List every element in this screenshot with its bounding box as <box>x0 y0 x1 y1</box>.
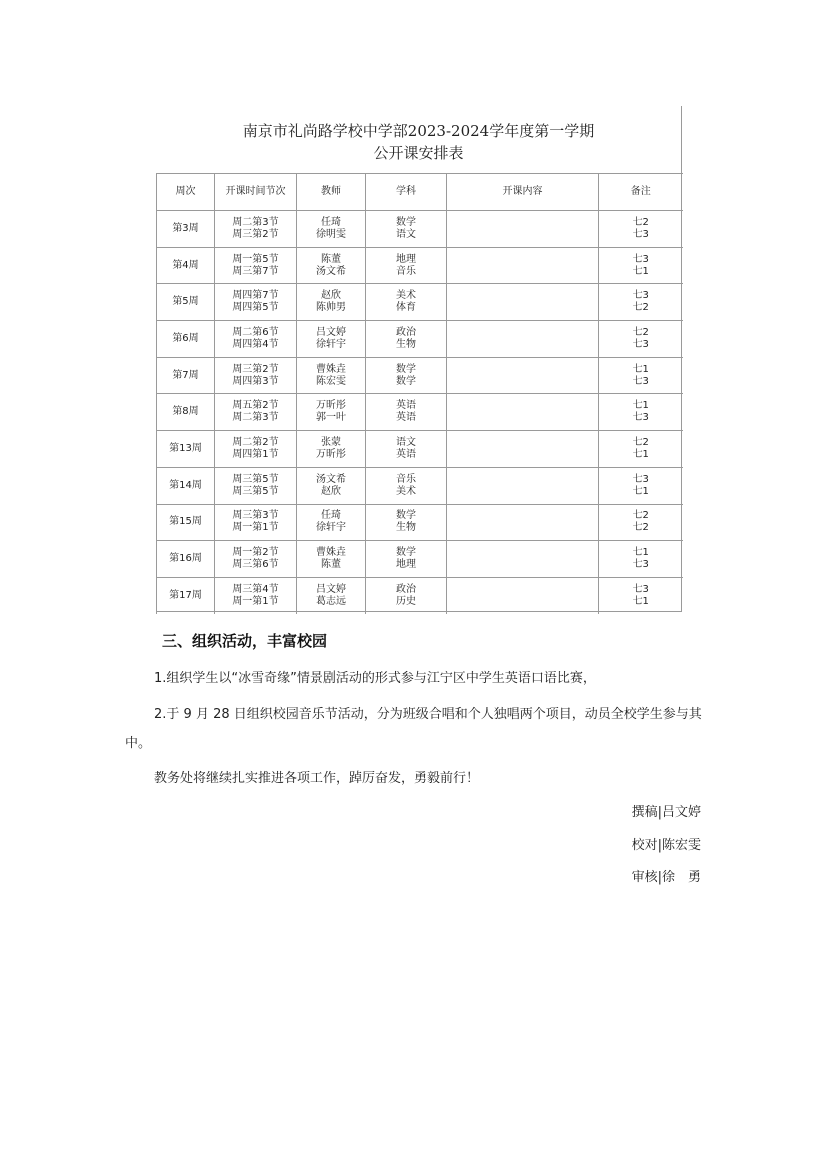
table-row <box>157 211 683 248</box>
time-cell-line: 周一第1节 <box>232 595 279 607</box>
note-cell <box>599 504 683 541</box>
table-row <box>157 504 683 541</box>
teacher-cell <box>297 431 366 468</box>
note-cell-line: 七2 <box>632 326 649 338</box>
teacher-cell-line: 郭一叶 <box>316 412 346 424</box>
header-note: 备注 <box>599 174 683 211</box>
time-cell-line: 周一第2节 <box>232 547 279 559</box>
week-cell: 第8周 <box>157 394 215 431</box>
subject-cell <box>366 357 447 394</box>
schedule-title <box>156 106 681 173</box>
teacher-cell <box>297 394 366 431</box>
table-row <box>157 431 683 468</box>
subject-cell-line: 生物 <box>396 338 416 350</box>
subject-cell <box>366 504 447 541</box>
time-cell <box>215 211 297 248</box>
time-cell <box>215 431 297 468</box>
note-cell-line: 七3 <box>632 583 649 595</box>
time-cell-line: 周三第7节 <box>232 265 279 277</box>
note-cell-line: 七3 <box>632 338 649 350</box>
note-cell-line: 七3 <box>632 228 649 240</box>
subject-cell-line: 数学 <box>396 547 416 559</box>
note-cell <box>599 357 683 394</box>
note-cell <box>599 211 683 248</box>
table-row <box>157 321 683 358</box>
content-cell <box>447 321 599 358</box>
note-cell-line: 七2 <box>632 302 649 314</box>
subject-cell-line: 音乐 <box>396 473 416 485</box>
teacher-cell-line: 徐轩宇 <box>316 338 346 350</box>
week-cell: 第14周 <box>157 467 215 504</box>
teacher-cell <box>297 467 366 504</box>
subject-cell <box>366 431 447 468</box>
header-week: 周次 <box>157 174 215 211</box>
section-title: 三、组织活动，丰富校园 <box>162 632 328 650</box>
teacher-cell-line: 任琦 <box>321 510 341 522</box>
teacher-cell-line: 陈宏雯 <box>316 375 346 387</box>
teacher-cell <box>297 577 366 614</box>
week-cell: 第16周 <box>157 541 215 578</box>
note-cell <box>599 541 683 578</box>
teacher-cell <box>297 504 366 541</box>
subject-cell-line: 数学 <box>396 216 416 228</box>
note-cell <box>599 247 683 284</box>
time-cell-line: 周三第6节 <box>232 559 279 571</box>
time-cell-line: 周四第4节 <box>232 338 279 350</box>
subject-cell-line: 地理 <box>396 559 416 571</box>
subject-cell <box>366 284 447 321</box>
subject-cell <box>366 211 447 248</box>
week-cell: 第17周 <box>157 577 215 614</box>
note-cell-line: 七2 <box>632 522 649 534</box>
note-cell-line: 七3 <box>632 559 649 571</box>
week-cell: 第6周 <box>157 321 215 358</box>
time-cell <box>215 541 297 578</box>
header-subject: 学科 <box>366 174 447 211</box>
time-cell <box>215 504 297 541</box>
subject-cell <box>366 467 447 504</box>
content-cell <box>447 431 599 468</box>
subject-cell-line: 英语 <box>396 448 416 460</box>
content-cell <box>447 284 599 321</box>
week-cell: 第7周 <box>157 357 215 394</box>
time-cell-line: 周四第3节 <box>232 375 279 387</box>
time-cell <box>215 247 297 284</box>
subject-cell-line: 政治 <box>396 583 416 595</box>
note-cell-line: 七1 <box>632 265 649 277</box>
item-1-paragraph <box>125 664 705 693</box>
table-row <box>157 247 683 284</box>
note-cell-line: 七1 <box>632 363 649 375</box>
content-cell <box>447 357 599 394</box>
teacher-cell-line: 吕文婷 <box>316 583 346 595</box>
note-cell-line: 七3 <box>632 253 649 265</box>
time-cell-line: 周二第6节 <box>232 326 279 338</box>
subject-cell-line: 数学 <box>396 363 416 375</box>
table-row <box>157 357 683 394</box>
subject-cell <box>366 247 447 284</box>
teacher-cell-line: 葛志远 <box>316 595 346 607</box>
note-cell-line: 七1 <box>632 485 649 497</box>
content-cell <box>447 577 599 614</box>
teacher-cell-line: 陈帅男 <box>316 302 346 314</box>
note-cell-line: 七1 <box>632 547 649 559</box>
time-cell-line: 周四第5节 <box>232 302 279 314</box>
week-cell: 第13周 <box>157 431 215 468</box>
subject-cell-line: 美术 <box>396 485 416 497</box>
teacher-cell <box>297 541 366 578</box>
subject-cell-line: 音乐 <box>396 265 416 277</box>
time-cell-line: 周三第3节 <box>232 510 279 522</box>
time-cell-line: 周三第5节 <box>232 473 279 485</box>
note-cell-line: 七2 <box>632 510 649 522</box>
subject-cell <box>366 577 447 614</box>
teacher-cell-line: 万昕彤 <box>316 400 346 412</box>
time-cell-line: 周二第2节 <box>232 436 279 448</box>
table-row <box>157 577 683 614</box>
time-cell <box>215 394 297 431</box>
teacher-cell <box>297 284 366 321</box>
note-cell <box>599 431 683 468</box>
time-cell <box>215 577 297 614</box>
note-cell-line: 七3 <box>632 375 649 387</box>
content-cell <box>447 541 599 578</box>
subject-cell-line: 历史 <box>396 595 416 607</box>
teacher-cell <box>297 211 366 248</box>
content-cell <box>447 247 599 284</box>
signature-writer: 撰稿|吕文婷 <box>631 805 701 820</box>
item-2-text: 2.于 9 月 28 日组织校园音乐节活动，分为班级合唱和个人独唱两个项目，动员全校学生参与其中。 <box>125 707 702 751</box>
teacher-cell <box>297 321 366 358</box>
teacher-cell-line: 赵欣 <box>321 485 341 497</box>
time-cell-line: 周三第2节 <box>232 363 279 375</box>
time-cell <box>215 357 297 394</box>
teacher-cell-line: 陈董 <box>321 253 341 265</box>
time-cell <box>215 321 297 358</box>
time-cell-line: 周三第4节 <box>232 583 279 595</box>
table-row <box>157 541 683 578</box>
subject-cell-line: 语文 <box>396 436 416 448</box>
teacher-cell-line: 曹姝垚 <box>316 547 346 559</box>
time-cell <box>215 284 297 321</box>
table-row <box>157 284 683 321</box>
teacher-cell-line: 徐轩宇 <box>316 522 346 534</box>
note-cell <box>599 467 683 504</box>
content-cell <box>447 394 599 431</box>
subject-cell <box>366 321 447 358</box>
closing-text: 教务处将继续扎实推进各项工作，踔厉奋发，勇毅前行！ <box>154 771 480 786</box>
note-cell <box>599 321 683 358</box>
content-cell <box>447 504 599 541</box>
note-cell <box>599 394 683 431</box>
teacher-cell-line: 徐明雯 <box>316 228 346 240</box>
subject-cell <box>366 394 447 431</box>
header-teacher: 教师 <box>297 174 366 211</box>
teacher-cell-line: 张蒙 <box>321 436 341 448</box>
teacher-cell-line: 任琦 <box>321 216 341 228</box>
signature-reviewer: 审核|徐 勇 <box>631 870 701 885</box>
week-cell: 第5周 <box>157 284 215 321</box>
note-cell-line: 七2 <box>632 436 649 448</box>
note-cell <box>599 577 683 614</box>
time-cell <box>215 467 297 504</box>
time-cell-line: 周三第2节 <box>232 228 279 240</box>
teacher-cell <box>297 247 366 284</box>
subject-cell <box>366 541 447 578</box>
note-cell-line: 七3 <box>632 290 649 302</box>
time-cell-line: 周五第2节 <box>232 400 279 412</box>
note-cell-line: 七1 <box>632 400 649 412</box>
schedule-table-image <box>156 106 682 612</box>
note-cell-line: 七3 <box>632 473 649 485</box>
note-cell-line: 七1 <box>632 595 649 607</box>
subject-cell-line: 生物 <box>396 522 416 534</box>
week-cell: 第4周 <box>157 247 215 284</box>
schedule-title-line2: 公开课安排表 <box>373 144 464 162</box>
teacher-cell <box>297 357 366 394</box>
item-2-paragraph <box>125 700 705 758</box>
subject-cell-line: 美术 <box>396 290 416 302</box>
time-cell-line: 周二第3节 <box>232 216 279 228</box>
time-cell-line: 周四第7节 <box>232 290 279 302</box>
content-cell <box>447 211 599 248</box>
time-cell-line: 周三第5节 <box>232 485 279 497</box>
schedule-body <box>157 211 683 615</box>
subject-cell-line: 数学 <box>396 510 416 522</box>
week-cell: 第3周 <box>157 211 215 248</box>
note-cell-line: 七3 <box>632 412 649 424</box>
teacher-cell-line: 赵欣 <box>321 290 341 302</box>
subject-cell-line: 地理 <box>396 253 416 265</box>
time-cell-line: 周二第3节 <box>232 412 279 424</box>
time-cell-line: 周四第1节 <box>232 448 279 460</box>
teacher-cell-line: 陈董 <box>321 559 341 571</box>
week-cell: 第15周 <box>157 504 215 541</box>
teacher-cell-line: 万昕彤 <box>316 448 346 460</box>
schedule-title-line1: 南京市礼尚路学校中学部2023-2024学年度第一学期 <box>242 122 595 140</box>
time-cell-line: 周一第1节 <box>232 522 279 534</box>
teacher-cell-line: 汤文希 <box>316 265 346 277</box>
teacher-cell-line: 曹姝垚 <box>316 363 346 375</box>
subject-cell-line: 语文 <box>396 228 416 240</box>
header-content: 开课内容 <box>447 174 599 211</box>
subject-cell-line: 数学 <box>396 375 416 387</box>
table-row <box>157 467 683 504</box>
note-cell-line: 七2 <box>632 216 649 228</box>
header-time: 开课时间节次 <box>215 174 297 211</box>
item-1-text: 1.组织学生以“冰雪奇缘”情景剧活动的形式参与江宁区中学生英语口语比赛， <box>154 671 596 686</box>
teacher-cell-line: 汤文希 <box>316 473 346 485</box>
closing-paragraph <box>125 764 705 793</box>
schedule-grid <box>156 173 683 614</box>
teacher-cell-line: 吕文婷 <box>316 326 346 338</box>
subject-cell-line: 英语 <box>396 412 416 424</box>
signature-proofreader: 校对|陈宏雯 <box>631 838 701 853</box>
time-cell-line: 周一第5节 <box>232 253 279 265</box>
table-row <box>157 394 683 431</box>
content-cell <box>447 467 599 504</box>
subject-cell-line: 政治 <box>396 326 416 338</box>
subject-cell-line: 体育 <box>396 302 416 314</box>
header-row <box>157 174 683 211</box>
note-cell-line: 七1 <box>632 448 649 460</box>
note-cell <box>599 284 683 321</box>
subject-cell-line: 英语 <box>396 400 416 412</box>
